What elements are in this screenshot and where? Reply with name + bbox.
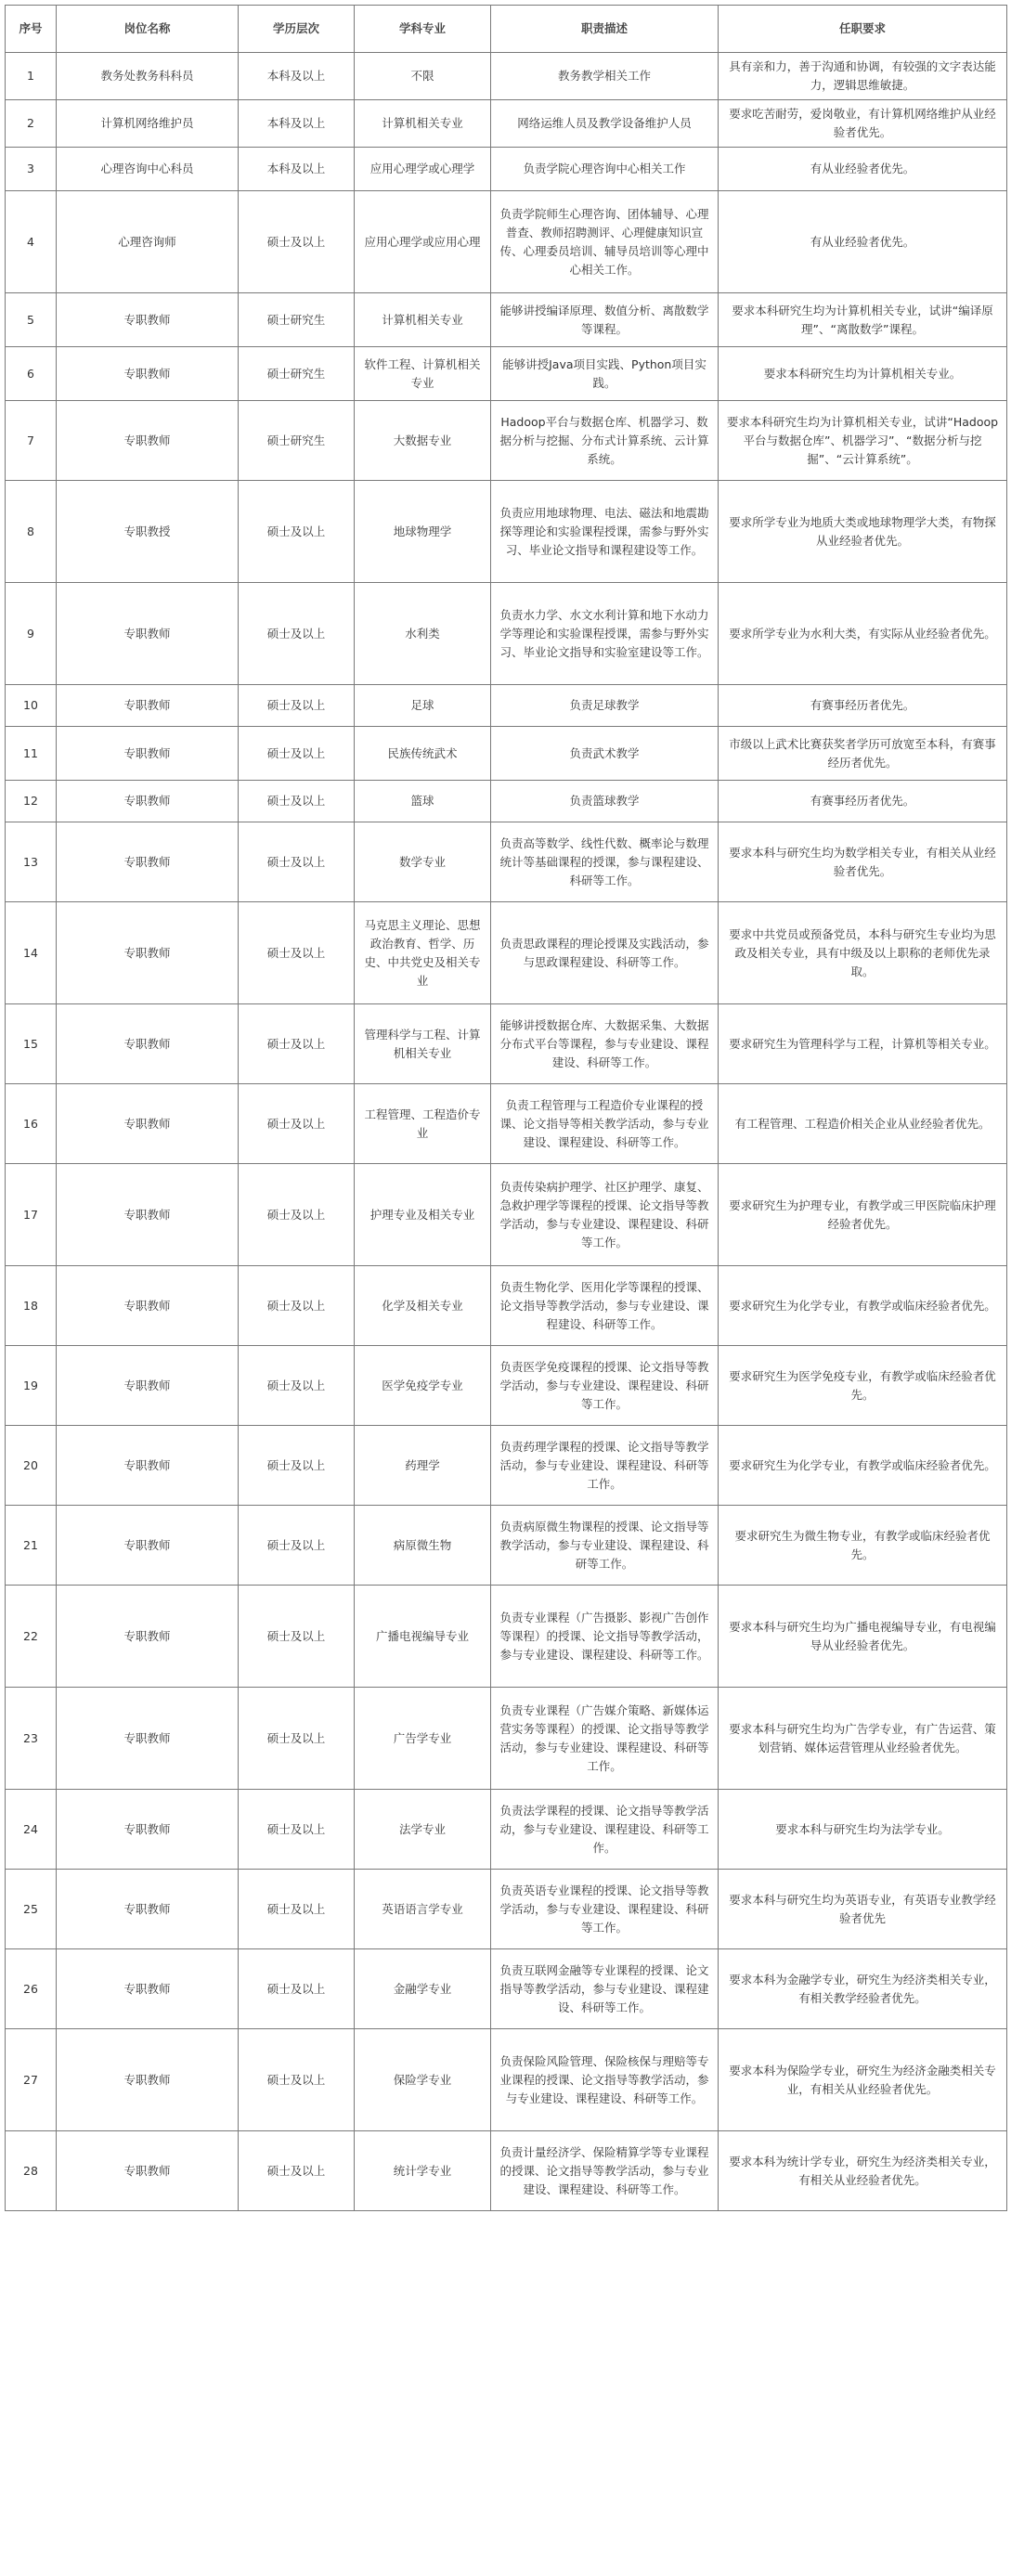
cell-index: 21 <box>6 1506 57 1586</box>
cell-requirements: 要求本科与研究生均为广告学专业，有广告运营、策划营销、媒体运营管理从业经验者优先。 <box>719 1688 1007 1790</box>
cell-position-name: 专职教师 <box>57 1084 239 1164</box>
cell-education-level: 硕士研究生 <box>239 293 355 347</box>
cell-requirements: 要求吃苦耐劳，爱岗敬业，有计算机网络维护从业经验者优先。 <box>719 100 1007 148</box>
cell-requirements: 要求本科与研究生均为英语专业，有英语专业教学经验者优先 <box>719 1870 1007 1949</box>
cell-requirements: 有赛事经历者优先。 <box>719 781 1007 822</box>
cell-index: 17 <box>6 1164 57 1266</box>
table-row <box>6 781 1007 822</box>
cell-requirements: 要求本科研究生均为计算机相关专业，试讲“编译原理”、“离散数学”课程。 <box>719 293 1007 347</box>
cell-index: 14 <box>6 902 57 1004</box>
cell-requirements: 有工程管理、工程造价相关企业从业经验者优先。 <box>719 1084 1007 1164</box>
cell-duty-description: 负责法学课程的授课、论文指导等教学活动，参与专业建设、课程建设、科研等工作。 <box>491 1790 719 1870</box>
table-row <box>6 481 1007 583</box>
cell-position-name: 专职教师 <box>57 1004 239 1084</box>
cell-duty-description: 负责应用地球物理、电法、磁法和地震勘探等理论和实验课程授课，需参与野外实习、毕业论文指导和课程建设等工作。 <box>491 481 719 583</box>
cell-requirements: 要求本科研究生均为计算机相关专业，试讲“Hadoop平台与数据仓库”、机器学习”、“数据分析与挖掘”、“云计算系统”。 <box>719 401 1007 481</box>
cell-major: 英语语言学专业 <box>355 1870 491 1949</box>
cell-position-name: 专职教师 <box>57 1346 239 1426</box>
cell-duty-description: 负责计量经济学、保险精算学等专业课程的授课、论文指导等教学活动，参与专业建设、课程建设、科研等工作。 <box>491 2131 719 2211</box>
table-row <box>6 148 1007 191</box>
cell-index: 19 <box>6 1346 57 1426</box>
cell-major: 大数据专业 <box>355 401 491 481</box>
cell-position-name: 专职教师 <box>57 685 239 727</box>
cell-education-level: 硕士及以上 <box>239 1586 355 1688</box>
cell-requirements: 要求本科为保险学专业，研究生为经济金融类相关专业，有相关从业经验者优先。 <box>719 2029 1007 2131</box>
cell-education-level: 硕士及以上 <box>239 2029 355 2131</box>
cell-education-level: 硕士及以上 <box>239 191 355 293</box>
table-row <box>6 191 1007 293</box>
cell-education-level: 硕士及以上 <box>239 1346 355 1426</box>
cell-index: 3 <box>6 148 57 191</box>
cell-requirements: 要求中共党员或预备党员，本科与研究生专业均为思政及相关专业，具有中级及以上职称的老师优先录取。 <box>719 902 1007 1004</box>
cell-index: 6 <box>6 347 57 401</box>
cell-index: 9 <box>6 583 57 685</box>
cell-position-name: 专职教授 <box>57 481 239 583</box>
cell-requirements: 要求研究生为微生物专业，有教学或临床经验者优先。 <box>719 1506 1007 1586</box>
cell-index: 12 <box>6 781 57 822</box>
cell-index: 7 <box>6 401 57 481</box>
cell-education-level: 硕士及以上 <box>239 727 355 781</box>
cell-major: 计算机相关专业 <box>355 100 491 148</box>
table-row <box>6 727 1007 781</box>
cell-requirements: 要求本科研究生均为计算机相关专业。 <box>719 347 1007 401</box>
cell-education-level: 硕士及以上 <box>239 1949 355 2029</box>
table-body <box>6 53 1007 2211</box>
cell-education-level: 硕士及以上 <box>239 685 355 727</box>
cell-major: 数学专业 <box>355 822 491 902</box>
cell-requirements: 要求研究生为化学专业，有教学或临床经验者优先。 <box>719 1266 1007 1346</box>
cell-duty-description: 负责专业课程（广告摄影、影视广告创作等课程）的授课、论文指导等教学活动，参与专业建设、课程建设、科研等工作。 <box>491 1586 719 1688</box>
cell-major: 水利类 <box>355 583 491 685</box>
cell-duty-description: 负责水力学、水文水利计算和地下水动力学等理论和实验课程授课，需参与野外实习、毕业论文指导和实验室建设等工作。 <box>491 583 719 685</box>
cell-education-level: 硕士及以上 <box>239 1164 355 1266</box>
cell-requirements: 有从业经验者优先。 <box>719 191 1007 293</box>
cell-major: 金融学专业 <box>355 1949 491 2029</box>
cell-education-level: 硕士及以上 <box>239 481 355 583</box>
cell-index: 22 <box>6 1586 57 1688</box>
table-row <box>6 1586 1007 1688</box>
cell-duty-description: 负责药理学课程的授课、论文指导等教学活动，参与专业建设、课程建设、科研等工作。 <box>491 1426 719 1506</box>
cell-duty-description: 负责医学免疫课程的授课、论文指导等教学活动，参与专业建设、课程建设、科研等工作。 <box>491 1346 719 1426</box>
header-education-level: 学历层次 <box>239 6 355 53</box>
cell-duty-description: 能够讲授Java项目实践、Python项目实践。 <box>491 347 719 401</box>
cell-duty-description: 负责英语专业课程的授课、论文指导等教学活动，参与专业建设、课程建设、科研等工作。 <box>491 1870 719 1949</box>
header-index: 序号 <box>6 6 57 53</box>
cell-duty-description: 负责篮球教学 <box>491 781 719 822</box>
cell-position-name: 专职教师 <box>57 1790 239 1870</box>
cell-position-name: 专职教师 <box>57 1266 239 1346</box>
cell-major: 足球 <box>355 685 491 727</box>
table-row <box>6 1870 1007 1949</box>
cell-index: 10 <box>6 685 57 727</box>
table-row <box>6 293 1007 347</box>
cell-index: 23 <box>6 1688 57 1790</box>
job-requirements-table <box>5 5 1007 2211</box>
cell-requirements: 要求所学专业为水利大类，有实际从业经验者优先。 <box>719 583 1007 685</box>
table-row <box>6 1688 1007 1790</box>
cell-requirements: 要求本科为统计学专业，研究生为经济类相关专业，有相关从业经验者优先。 <box>719 2131 1007 2211</box>
table-row <box>6 401 1007 481</box>
cell-major: 应用心理学或心理学 <box>355 148 491 191</box>
cell-requirements: 要求研究生为医学免疫专业，有教学或临床经验者优先。 <box>719 1346 1007 1426</box>
cell-education-level: 硕士研究生 <box>239 401 355 481</box>
cell-requirements: 有赛事经历者优先。 <box>719 685 1007 727</box>
cell-duty-description: 负责武术教学 <box>491 727 719 781</box>
table-row <box>6 53 1007 100</box>
cell-major: 不限 <box>355 53 491 100</box>
cell-major: 法学专业 <box>355 1790 491 1870</box>
table-row <box>6 1164 1007 1266</box>
table-row <box>6 1004 1007 1084</box>
cell-requirements: 要求所学专业为地质大类或地球物理学大类，有物探从业经验者优先。 <box>719 481 1007 583</box>
cell-major: 篮球 <box>355 781 491 822</box>
cell-position-name: 专职教师 <box>57 2029 239 2131</box>
cell-duty-description: 负责学院师生心理咨询、团体辅导、心理普查、教师招聘测评、心理健康知识宣传、心理委员培训、辅导员培训等心理中心相关工作。 <box>491 191 719 293</box>
cell-position-name: 专职教师 <box>57 822 239 902</box>
cell-requirements: 市级以上武术比赛获奖者学历可放宽至本科，有赛事经历者优先。 <box>719 727 1007 781</box>
table-row <box>6 902 1007 1004</box>
header-row <box>6 6 1007 53</box>
cell-major: 化学及相关专业 <box>355 1266 491 1346</box>
cell-education-level: 本科及以上 <box>239 100 355 148</box>
cell-index: 24 <box>6 1790 57 1870</box>
cell-index: 28 <box>6 2131 57 2211</box>
cell-position-name: 计算机网络维护员 <box>57 100 239 148</box>
cell-position-name: 专职教师 <box>57 1164 239 1266</box>
table-row <box>6 583 1007 685</box>
cell-duty-description: 教务教学相关工作 <box>491 53 719 100</box>
cell-education-level: 硕士及以上 <box>239 1426 355 1506</box>
table-row <box>6 822 1007 902</box>
table-row <box>6 1506 1007 1586</box>
table-row <box>6 1266 1007 1346</box>
cell-position-name: 心理咨询师 <box>57 191 239 293</box>
cell-education-level: 本科及以上 <box>239 148 355 191</box>
cell-major: 应用心理学或应用心理 <box>355 191 491 293</box>
cell-duty-description: 网络运维人员及教学设备维护人员 <box>491 100 719 148</box>
cell-duty-description: 负责学院心理咨询中心相关工作 <box>491 148 719 191</box>
cell-index: 16 <box>6 1084 57 1164</box>
table-row <box>6 1426 1007 1506</box>
cell-major: 病原微生物 <box>355 1506 491 1586</box>
cell-position-name: 专职教师 <box>57 1870 239 1949</box>
cell-position-name: 专职教师 <box>57 293 239 347</box>
cell-education-level: 硕士及以上 <box>239 1004 355 1084</box>
cell-major: 民族传统武术 <box>355 727 491 781</box>
cell-index: 26 <box>6 1949 57 2029</box>
cell-duty-description: 负责高等数学、线性代数、概率论与数理统计等基础课程的授课，参与课程建设、科研等工作。 <box>491 822 719 902</box>
cell-index: 2 <box>6 100 57 148</box>
cell-duty-description: Hadoop平台与数据仓库、机器学习、数据分析与挖掘、分布式计算系统、云计算系统。 <box>491 401 719 481</box>
table-row <box>6 1949 1007 2029</box>
cell-education-level: 硕士及以上 <box>239 822 355 902</box>
cell-major: 计算机相关专业 <box>355 293 491 347</box>
cell-duty-description: 负责病原微生物课程的授课、论文指导等教学活动，参与专业建设、课程建设、科研等工作。 <box>491 1506 719 1586</box>
cell-major: 工程管理、工程造价专业 <box>355 1084 491 1164</box>
cell-position-name: 专职教师 <box>57 902 239 1004</box>
header-requirements: 任职要求 <box>719 6 1007 53</box>
header-major: 学科专业 <box>355 6 491 53</box>
cell-requirements: 要求研究生为护理专业，有教学或三甲医院临床护理经验者优先。 <box>719 1164 1007 1266</box>
cell-duty-description: 负责生物化学、医用化学等课程的授课、论文指导等教学活动，参与专业建设、课程建设、科研等工作。 <box>491 1266 719 1346</box>
cell-position-name: 专职教师 <box>57 583 239 685</box>
cell-index: 25 <box>6 1870 57 1949</box>
cell-index: 4 <box>6 191 57 293</box>
cell-education-level: 硕士及以上 <box>239 1790 355 1870</box>
cell-major: 统计学专业 <box>355 2131 491 2211</box>
cell-index: 27 <box>6 2029 57 2131</box>
cell-requirements: 要求研究生为管理科学与工程，计算机等相关专业。 <box>719 1004 1007 1084</box>
cell-duty-description: 负责传染病护理学、社区护理学、康复、急救护理学等课程的授课、论文指导等教学活动，参与专业建设、课程建设、科研等工作。 <box>491 1164 719 1266</box>
cell-major: 广告学专业 <box>355 1688 491 1790</box>
cell-duty-description: 能够讲授数据仓库、大数据采集、大数据分布式平台等课程，参与专业建设、课程建设、科研等工作。 <box>491 1004 719 1084</box>
cell-major: 地球物理学 <box>355 481 491 583</box>
cell-education-level: 硕士研究生 <box>239 347 355 401</box>
cell-education-level: 硕士及以上 <box>239 902 355 1004</box>
cell-major: 软件工程、计算机相关专业 <box>355 347 491 401</box>
cell-duty-description: 能够讲授编译原理、数值分析、离散数学等课程。 <box>491 293 719 347</box>
cell-major: 保险学专业 <box>355 2029 491 2131</box>
cell-position-name: 专职教师 <box>57 401 239 481</box>
table-row <box>6 1346 1007 1426</box>
cell-index: 5 <box>6 293 57 347</box>
cell-education-level: 硕士及以上 <box>239 583 355 685</box>
cell-index: 15 <box>6 1004 57 1084</box>
cell-position-name: 专职教师 <box>57 781 239 822</box>
cell-requirements: 要求本科与研究生均为法学专业。 <box>719 1790 1007 1870</box>
cell-position-name: 专职教师 <box>57 1688 239 1790</box>
cell-position-name: 心理咨询中心科员 <box>57 148 239 191</box>
cell-duty-description: 负责工程管理与工程造价专业课程的授课、论文指导等相关教学活动，参与专业建设、课程建设、科研等工作。 <box>491 1084 719 1164</box>
cell-index: 20 <box>6 1426 57 1506</box>
cell-position-name: 专职教师 <box>57 2131 239 2211</box>
cell-position-name: 专职教师 <box>57 1949 239 2029</box>
cell-position-name: 专职教师 <box>57 1586 239 1688</box>
cell-major: 医学免疫学专业 <box>355 1346 491 1426</box>
cell-duty-description: 负责专业课程（广告媒介策略、新媒体运营实务等课程）的授课、论文指导等教学活动，参与专业建设、课程建设、科研等工作。 <box>491 1688 719 1790</box>
cell-requirements: 具有亲和力，善于沟通和协调，有较强的文字表达能力，逻辑思维敏捷。 <box>719 53 1007 100</box>
table-row <box>6 2131 1007 2211</box>
cell-education-level: 硕士及以上 <box>239 1870 355 1949</box>
cell-duty-description: 负责足球教学 <box>491 685 719 727</box>
cell-requirements: 要求本科为金融学专业，研究生为经济类相关专业，有相关教学经验者优先。 <box>719 1949 1007 2029</box>
table-row <box>6 347 1007 401</box>
cell-position-name: 专职教师 <box>57 1426 239 1506</box>
cell-education-level: 本科及以上 <box>239 53 355 100</box>
cell-major: 管理科学与工程、计算机相关专业 <box>355 1004 491 1084</box>
table-row <box>6 1790 1007 1870</box>
cell-index: 8 <box>6 481 57 583</box>
table-row <box>6 1084 1007 1164</box>
cell-education-level: 硕士及以上 <box>239 1688 355 1790</box>
cell-requirements: 有从业经验者优先。 <box>719 148 1007 191</box>
header-position-name: 岗位名称 <box>57 6 239 53</box>
cell-major: 护理专业及相关专业 <box>355 1164 491 1266</box>
cell-position-name: 专职教师 <box>57 347 239 401</box>
cell-education-level: 硕士及以上 <box>239 1506 355 1586</box>
cell-position-name: 专职教师 <box>57 1506 239 1586</box>
cell-education-level: 硕士及以上 <box>239 2131 355 2211</box>
table-row <box>6 100 1007 148</box>
cell-education-level: 硕士及以上 <box>239 1084 355 1164</box>
cell-duty-description: 负责思政课程的理论授课及实践活动，参与思政课程建设、科研等工作。 <box>491 902 719 1004</box>
table-row <box>6 685 1007 727</box>
cell-requirements: 要求研究生为化学专业，有教学或临床经验者优先。 <box>719 1426 1007 1506</box>
cell-education-level: 硕士及以上 <box>239 1266 355 1346</box>
cell-major: 马克思主义理论、思想政治教育、哲学、历史、中共党史及相关专业 <box>355 902 491 1004</box>
cell-index: 18 <box>6 1266 57 1346</box>
cell-education-level: 硕士及以上 <box>239 781 355 822</box>
table-header <box>6 6 1007 53</box>
cell-index: 1 <box>6 53 57 100</box>
cell-position-name: 专职教师 <box>57 727 239 781</box>
cell-index: 13 <box>6 822 57 902</box>
cell-duty-description: 负责保险风险管理、保险核保与理赔等专业课程的授课、论文指导等教学活动，参与专业建设、课程建设、科研等工作。 <box>491 2029 719 2131</box>
cell-requirements: 要求本科与研究生均为数学相关专业，有相关从业经验者优先。 <box>719 822 1007 902</box>
cell-requirements: 要求本科与研究生均为广播电视编导专业，有电视编导从业经验者优先。 <box>719 1586 1007 1688</box>
cell-position-name: 教务处教务科科员 <box>57 53 239 100</box>
cell-major: 广播电视编导专业 <box>355 1586 491 1688</box>
header-duty-description: 职责描述 <box>491 6 719 53</box>
cell-major: 药理学 <box>355 1426 491 1506</box>
cell-index: 11 <box>6 727 57 781</box>
table-row <box>6 2029 1007 2131</box>
cell-duty-description: 负责互联网金融等专业课程的授课、论文指导等教学活动，参与专业建设、课程建设、科研等工作。 <box>491 1949 719 2029</box>
